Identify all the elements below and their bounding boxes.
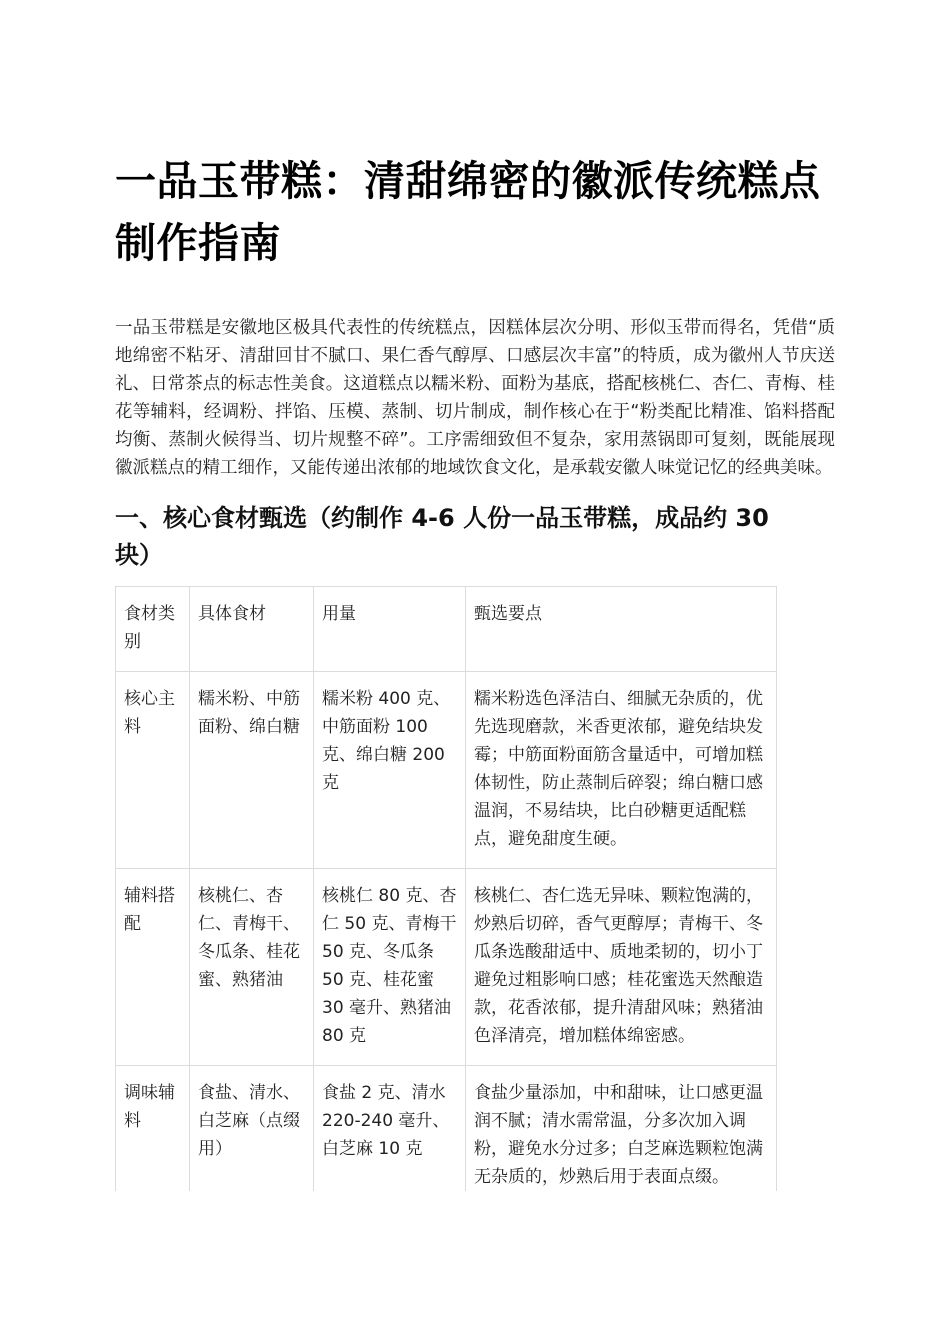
table-row xyxy=(116,1066,777,1192)
ingredients-table xyxy=(115,586,777,1191)
cell-items: 糯米粉、中筋面粉、绵白糖 xyxy=(190,672,314,869)
cell-notes: 食盐少量添加，中和甜味，让口感更温润不腻；清水需常温，分多次加入调粉，避免水分过多；白芝麻选颗粒饱满无杂质的，炒熟后用于表面点缀。 xyxy=(466,1066,777,1192)
cell-category: 调味辅料 xyxy=(116,1066,190,1192)
cell-amount: 糯米粉 400 克、中筋面粉 100 克、绵白糖 200 克 xyxy=(314,672,466,869)
cell-items: 核桃仁、杏仁、青梅干、冬瓜条、桂花蜜、熟猪油 xyxy=(190,869,314,1066)
column-header-notes: 甄选要点 xyxy=(466,587,777,672)
cell-category: 核心主料 xyxy=(116,672,190,869)
table-row xyxy=(116,869,777,1066)
intro-paragraph: 一品玉带糕是安徽地区极具代表性的传统糕点，因糕体层次分明、形似玉带而得名，凭借“质地绵密不粘牙、清甜回甘不腻口、果仁香气醇厚、口感层次丰富”的特质，成为徽州人节庆送礼、日常茶点的标志性美食。这道糕点以糯米粉、面粉为基底，搭配核桃仁、杏仁、青梅、桂花等辅料，经调粉、拌馅、压模、蒸制、切片制成，制作核心在于“粉类配比精准、馅料搭配均衡、蒸制火候得当、切片规整不碎”。工序需细致但不复杂，家用蒸锅即可复刻，既能展现徽派糕点的精工细作，又能传递出浓郁的地域饮食文化，是承载安徽人味觉记忆的经典美味。 xyxy=(115,318,835,478)
table-header-row xyxy=(116,587,777,672)
page-bottom-margin xyxy=(0,1228,950,1344)
table-row xyxy=(116,672,777,869)
cell-category: 辅料搭配 xyxy=(116,869,190,1066)
column-header-amount: 用量 xyxy=(314,587,466,672)
column-header-items: 具体食材 xyxy=(190,587,314,672)
cell-amount: 食盐 2 克、清水 220-240 毫升、白芝麻 10 克 xyxy=(314,1066,466,1192)
column-header-category: 食材类别 xyxy=(116,587,190,672)
cell-items: 食盐、清水、白芝麻（点缀用） xyxy=(190,1066,314,1192)
cell-notes: 核桃仁、杏仁选无异味、颗粒饱满的，炒熟后切碎，香气更醇厚；青梅干、冬瓜条选酸甜适中、质地柔韧的，切小丁避免过粗影响口感；桂花蜜选天然酿造款，花香浓郁，提升清甜风味；熟猪油色泽清亮，增加糕体绵密感。 xyxy=(466,869,777,1066)
page-title: 一品玉带糕：清甜绵密的徽派传统糕点制作指南 xyxy=(115,157,821,267)
cell-amount: 核桃仁 80 克、杏仁 50 克、青梅干 50 克、冬瓜条 50 克、桂花蜜 30 毫升、熟猪油 80 克 xyxy=(314,869,466,1066)
section-heading: 一、核心食材甄选（约制作 4-6 人份一品玉带糕，成品约 30 块） xyxy=(115,504,769,569)
cell-notes: 糯米粉选色泽洁白、细腻无杂质的，优先选现磨款，米香更浓郁，避免结块发霉；中筋面粉面筋含量适中，可增加糕体韧性，防止蒸制后碎裂；绵白糖口感温润，不易结块，比白砂糖更适配糕点，避免甜度生硬。 xyxy=(466,672,777,869)
document-page xyxy=(115,150,835,1191)
